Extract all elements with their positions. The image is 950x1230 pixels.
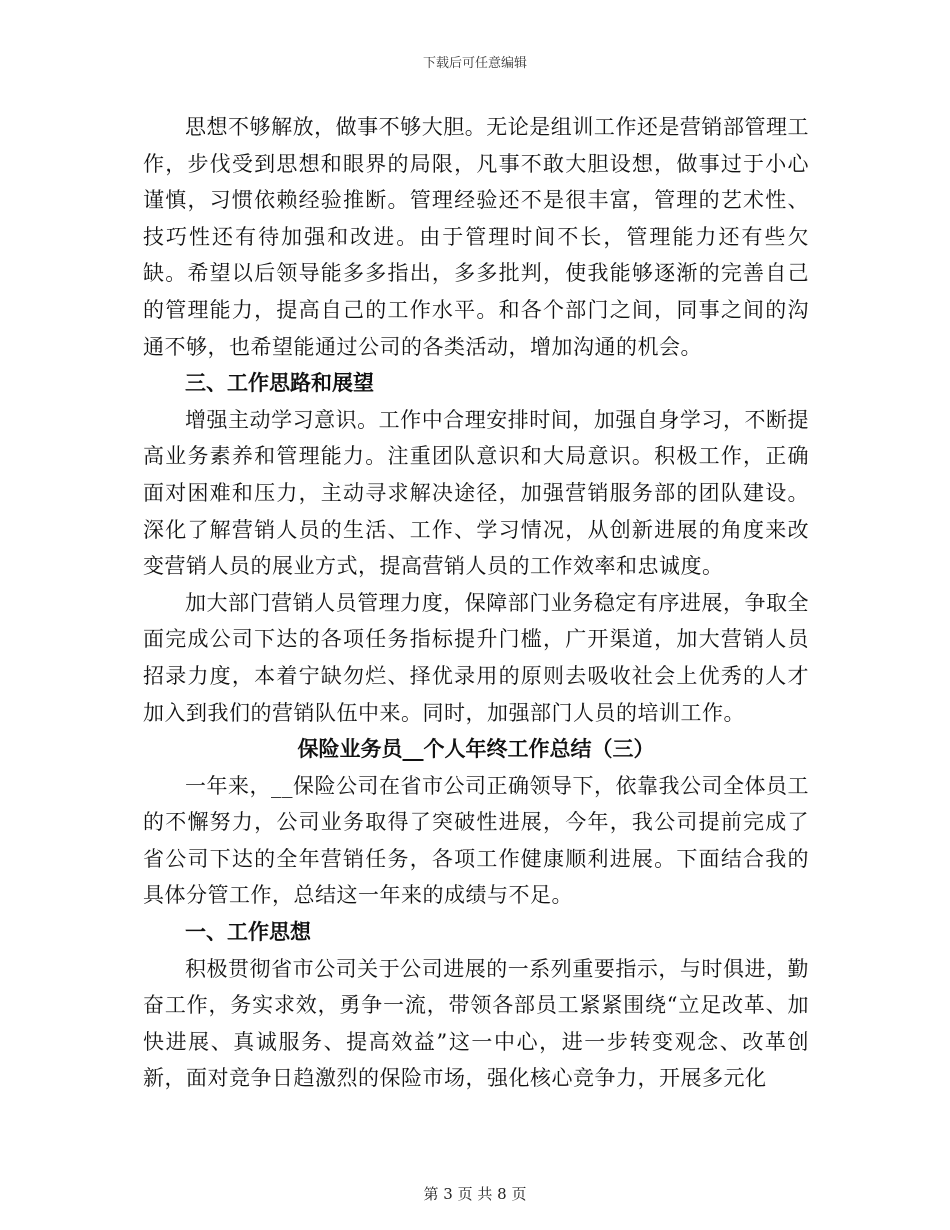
document-body — [143, 109, 809, 1097]
paragraph-3: 加大部门营销人员管理力度，保障部门业务稳定有序进展，争取全面完成公司下达的各项任务指标提升门槛，广开渠道，加大营销人员招录力度，本着宁缺勿烂、择优录用的原则去吸收社会上优秀的人才加入到我们的营销队伍中来。同时，加强部门人员的培训工作。 — [143, 590, 809, 725]
paragraph-5: 积极贯彻省市公司关于公司进展的一系列重要指示，与时俱进，勤奋工作，务实求效，勇争一流，带领各部员工紧紧围绕“立足改革、加快进展、真诚服务、提高效益”这一中心，进一步转变观念、改革创新，面对竞争日趋激烈的保险市场，强化核心竞争力，开展多元化 — [143, 956, 809, 1091]
document-title: 保险业务员__个人年终工作总结（三） — [297, 737, 655, 762]
section-heading-3: 三、工作思路和展望 — [185, 371, 374, 396]
page-header: 下载后可任意编辑 — [422, 56, 527, 71]
section-heading-1: 一、工作思想 — [185, 920, 311, 945]
paragraph-4: 一年来，__保险公司在省市公司正确领导下，依靠我公司全体员工的不懈努力，公司业务取得了突破性进展，今年，我公司提前完成了省公司下达的全年营销任务，各项工作健康顺利进展。下面结合我的具体分管工作，总结这一年来的成绩与不足。 — [143, 773, 809, 908]
paragraph-2: 增强主动学习意识。工作中合理安排时间，加强自身学习，不断提高业务素养和管理能力。注重团队意识和大局意识。积极工作，正确面对困难和压力，主动寻求解决途径，加强营销服务部的团队建设。深化了解营销人员的生活、工作、学习情况，从创新进展的角度来改变营销人员的展业方式，提高营销人员的工作效率和忠诚度。 — [143, 407, 809, 579]
page-footer: 第 3 页 共 8 页 — [423, 1185, 527, 1203]
paragraph-1: 思想不够解放，做事不够大胆。无论是组训工作还是营销部管理工作，步伐受到思想和眼界的局限，凡事不敢大胆设想，做事过于小心谨慎，习惯依赖经验推断。管理经验还不是很丰富，管理的艺术性、技巧性还有待加强和改进。由于管理时间不长，管理能力还有些欠缺。希望以后领导能多多指出，多多批判，使我能够逐渐的完善自己的管理能力，提高自己的工作水平。和各个部门之间，同事之间的沟通不够，也希望能通过公司的各类活动，增加沟通的机会。 — [143, 115, 809, 359]
